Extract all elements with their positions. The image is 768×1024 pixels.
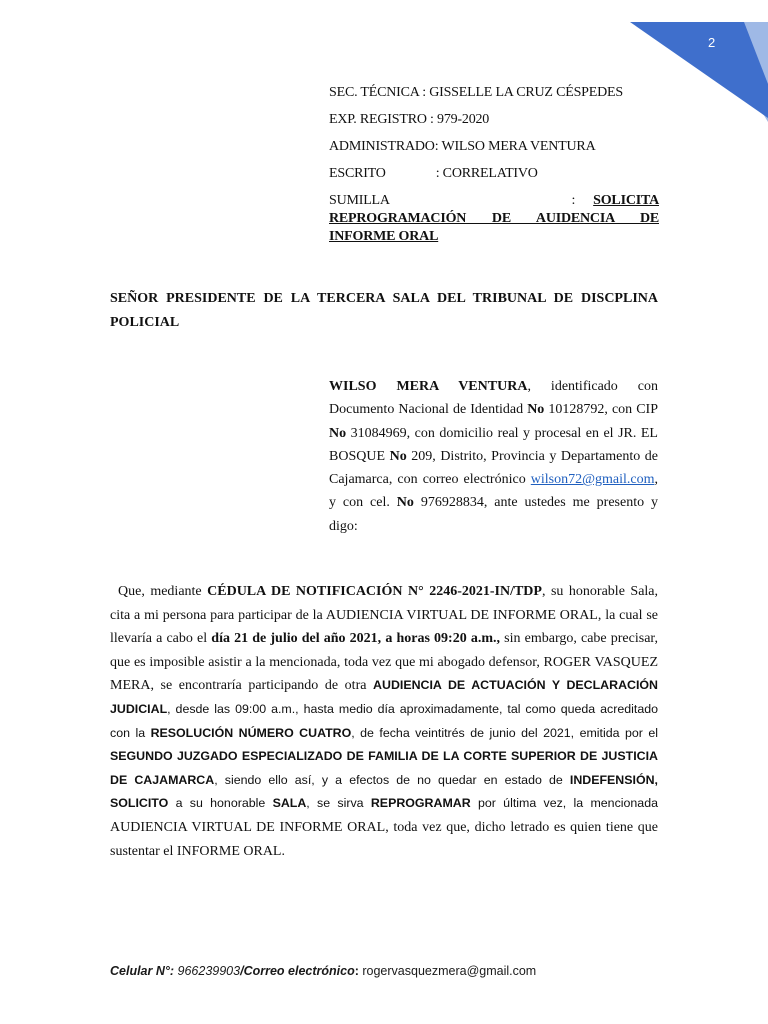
cel-text: , y con cel.: [329, 472, 658, 511]
mail-label: Correo electrónico: [243, 964, 355, 978]
cel-label: Celular N°:: [110, 964, 178, 978]
addressee: SEÑOR PRESIDENTE DE LA TERCERA SALA DEL TRIBUNAL DE DISCPLINA POLICIAL: [110, 291, 658, 330]
body-text: por última vez, la mencionada: [470, 796, 658, 811]
reprogram-keyword: REPROGRAMAR: [370, 796, 471, 811]
body-text: sin embargo, cabe precisar, que es imposible asistir a la mencionada, toda vez que mi abogado defensor, ROGER VASQUEZ MERA, se encontraría participando de otra: [110, 631, 659, 694]
hearing-type: AUDIENCIA DE ACTUACIÓN Y DECLARACIÓN JUDICIAL: [110, 678, 658, 716]
sumilla: [329, 192, 659, 246]
body-text: AUDIENCIA VIRTUAL DE INFORME ORAL, toda vez que, dicho letrado es quien tiene que sustentar el INFORME ORAL.: [110, 819, 658, 859]
no-label: No: [329, 425, 347, 441]
sumilla-line-2: REPROGRAMACIÓN DE AUIDENCIA DE: [329, 211, 659, 226]
cel-number: 966239903: [177, 964, 241, 978]
email-link[interactable]: wilson72@gmail.com: [530, 472, 655, 488]
sumilla-first: SOLICITA: [593, 193, 659, 208]
colon: :: [354, 964, 363, 978]
sala-keyword: SALA: [272, 796, 307, 811]
administrado: ADMINISTRADO: WILSO MERA VENTURA: [329, 139, 596, 154]
resolution-ref: RESOLUCIÓN NÚMERO CUATRO: [150, 725, 352, 740]
closing-text: 976928834, ante ustedes me presento y digo:: [329, 495, 659, 534]
applicant-name: WILSO MERA VENTURA: [329, 379, 528, 394]
body-text: , su honorable Sala, cita a mi persona para participar de la AUDIENCIA VIRTUAL DE INFORME ORAL, la cual se llevaría a cabo el: [110, 584, 659, 647]
body-text: , desde las 09:00 a.m., hasta medio día aproximadamente, tal como queda acreditado con la: [110, 701, 658, 740]
address-text: 209, Distrito, Provincia y Departamento de Cajamarca, con correo electrónico: [329, 448, 658, 488]
body-text: Que, mediante: [118, 584, 208, 599]
footer-email: rogervasquezmera@gmail.com: [362, 964, 537, 978]
body-paragraph: [110, 580, 658, 863]
hearing-date: día 21 de julio del año 2021, a horas 09:20 a.m.,: [211, 631, 501, 647]
body-text: , se sirva: [306, 796, 371, 811]
exp-registro: EXP. REGISTRO : 979-2020: [329, 112, 490, 127]
no-label: No: [389, 448, 407, 464]
body-text: , siendo ello así, y a efectos de no quedar en estado de: [214, 772, 570, 787]
separator: /: [240, 964, 244, 978]
sumilla-line-3: INFORME ORAL: [329, 229, 439, 244]
intro-text: , identificado con Documento Nacional de Identidad: [329, 379, 659, 418]
sec-tecnica: SEC. TÉCNICA : GISSELLE LA CRUZ CÉSPEDES: [329, 85, 623, 100]
document-header: [329, 84, 659, 246]
request-keyword: INDEFENSIÓN, SOLICITO: [110, 772, 658, 811]
intro-paragraph: [329, 375, 658, 538]
dni-text: 10128792, con CIP: [544, 402, 658, 418]
escrito-label: ESCRITO: [329, 166, 386, 181]
footer-contact: [110, 964, 536, 978]
page-number: 2: [708, 35, 716, 50]
court-name: SEGUNDO JUZGADO ESPECIALIZADO DE FAMILIA DE LA CORTE SUPERIOR DE JUSTICIA DE CAJAMARCA: [110, 749, 658, 787]
no-label: No: [527, 402, 545, 418]
sumilla-label: SUMILLA: [329, 193, 390, 208]
body-text: a su honorable: [168, 796, 273, 811]
cip-text: 31084969, con domicilio real y procesal en el JR. EL BOSQUE: [329, 425, 658, 464]
no-label: No: [396, 495, 414, 511]
escrito-value: : CORRELATIVO: [435, 166, 538, 181]
cedula-ref: CÉDULA DE NOTIFICACIÓN N° 2246-2021-IN/TDP: [207, 584, 542, 599]
sumilla-colon: :: [571, 193, 576, 208]
body-text: , de fecha veintitrés de junio del 2021, emitida por el: [351, 725, 659, 740]
escrito: [329, 165, 659, 192]
